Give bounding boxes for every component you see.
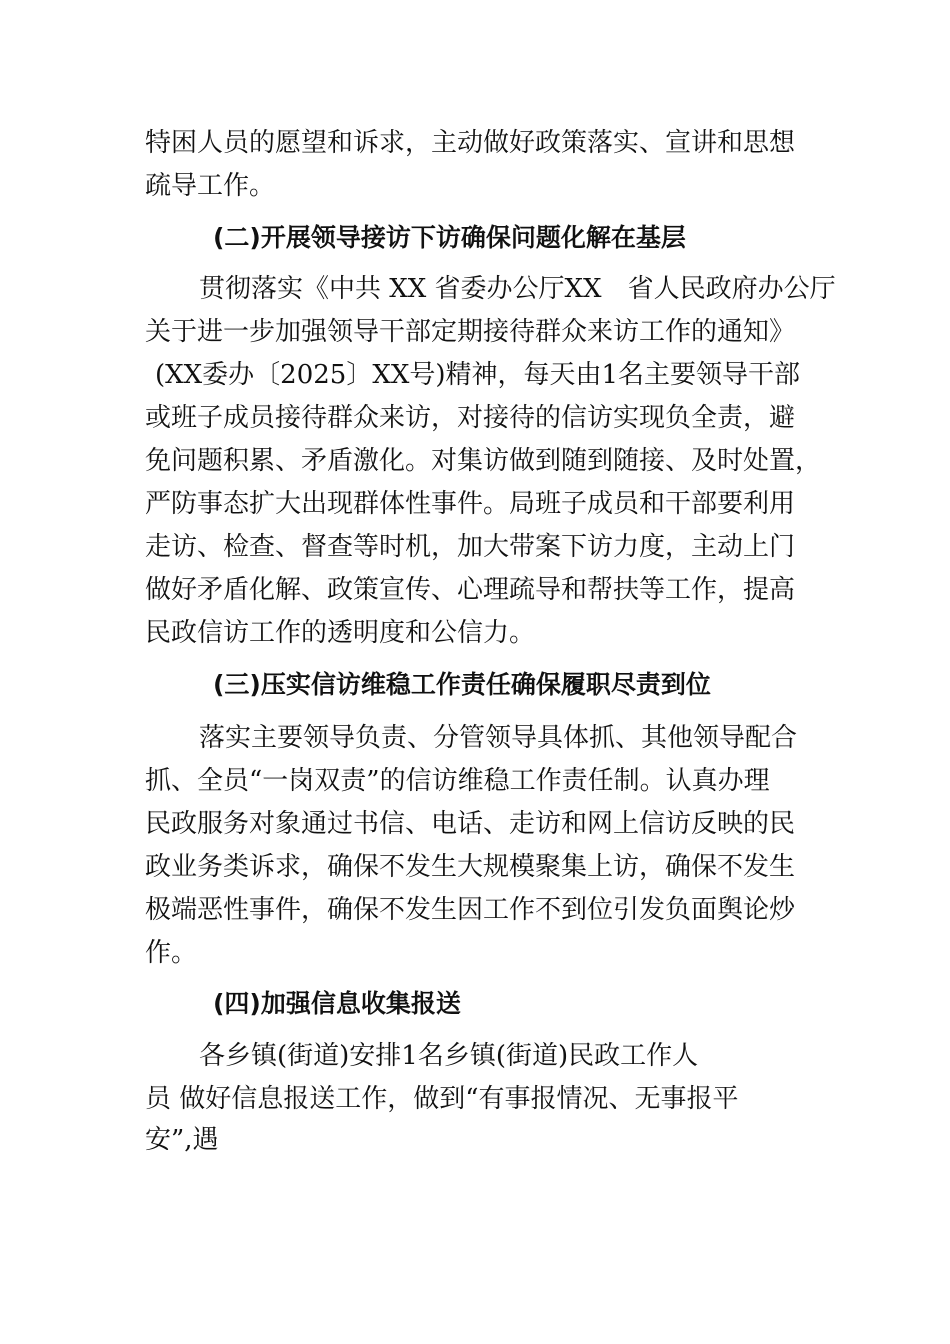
body-line: 政业务类诉求，确保不发生大规模聚集上访，确保不发生 <box>145 852 796 882</box>
body-line: 做好矛盾化解、政策宣传、心理疏导和帮扶等工作，提高 <box>145 575 796 605</box>
body-line: 特困人员的愿望和诉求，主动做好政策落实、宣讲和思想 <box>145 128 796 158</box>
paragraph-first-line: 各乡镇(街道)安排1名乡镇(街道)民政工作人 <box>199 1041 699 1071</box>
paragraph-first-line: 落实主要领导负责、分管领导具体抓、其他领导配合 <box>199 723 798 753</box>
body-line: 民政服务对象通过书信、电话、走访和网上信访反映的民 <box>145 809 796 839</box>
body-line: 免问题积累、矛盾激化。对集访做到随到随接、及时处置， <box>145 446 822 476</box>
section-heading-4: (四)加强信息收集报送 <box>213 989 461 1018</box>
paragraph-first-line: 贯彻落实《中共 XX 省委办公厅XX 省人民政府办公厅 <box>199 274 836 304</box>
body-line: 作。 <box>145 938 198 968</box>
body-line: 走访、检查、督查等时机，加大带案下访力度，主动上门 <box>145 532 796 562</box>
body-line: 或班子成员接待群众来访，对接待的信访实现负全责，避 <box>145 403 796 433</box>
section-heading-3: (三)压实信访维稳工作责任确保履职尽责到位 <box>213 670 711 699</box>
body-line: 极端恶性事件，确保不发生因工作不到位引发负面舆论炒 <box>145 895 796 925</box>
body-line: 抓、全员“一岗双责”的信访维稳工作责任制。认真办理 <box>145 766 770 796</box>
body-line: 安”,遇 <box>145 1125 219 1155</box>
body-line: 关于进一步加强领导干部定期接待群众来访工作的通知》 <box>145 317 796 347</box>
body-line: 严防事态扩大出现群体性事件。局班子成员和干部要利用 <box>145 489 796 519</box>
body-line: 员 做好信息报送工作，做到“有事报情况、无事报平 <box>145 1084 739 1114</box>
body-line: 民政信访工作的透明度和公信力。 <box>145 618 536 648</box>
section-heading-2: (二)开展领导接访下访确保问题化解在基层 <box>213 223 686 252</box>
body-line: (XX委办〔2025〕XX号)精神，每天由1名主要领导干部 <box>155 360 801 390</box>
body-line: 疏导工作。 <box>145 171 276 201</box>
